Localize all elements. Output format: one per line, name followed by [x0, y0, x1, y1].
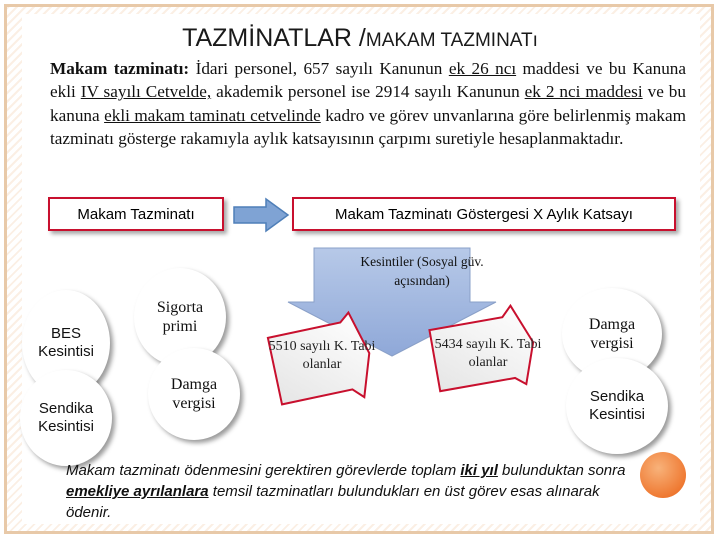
sendika-kesintisi-right-label: Sendika Kesintisi: [589, 388, 645, 423]
bes-kesintisi-label: BES Kesintisi: [38, 325, 94, 360]
definition-text: akademik personel ise 2914 sayılı Kanunun: [211, 82, 525, 102]
damga-vergisi-right-label: Damga vergisi: [588, 315, 636, 352]
footer-text: temsil tazminatları bulundukları en üst görev esas alınarak ödenir.: [66, 483, 600, 521]
formula-left-label: Makam Tazminatı: [77, 205, 195, 223]
footer-note: [66, 460, 646, 523]
sigorta-primi-label: Sigorta primi: [156, 298, 204, 335]
slide-title: [0, 24, 720, 53]
footer-text: Makam tazminatı ödenmesini gerektiren görevlerde toplam: [66, 462, 461, 479]
definition-text: kadro ve görev unvanlarına göre belirlenmiş makam tazminatı gösterge rakamıyla aylık katsayısının çarpımı suretiyle hesaplanmaktadır.: [50, 105, 687, 149]
formula-right-label: Makam Tazminatı Göstergesi X Aylık Katsayı: [335, 205, 633, 223]
definition-lead: Makam tazminatı:: [50, 59, 190, 78]
definition-underline: ek 2 nci maddesi: [524, 82, 643, 102]
formula-left-box: [48, 197, 224, 231]
footer-emphasis: iki yıl: [460, 462, 498, 479]
damga-vergisi-left-oval: [148, 348, 240, 440]
definition-underline: IV sayılı Cetvelde,: [80, 82, 212, 102]
formula-right-box: [292, 197, 676, 231]
title-sub: MAKAM TAZMINATı: [365, 30, 538, 51]
sendika-kesintisi-left-oval: [20, 370, 112, 466]
left-branch-label: 5510 sayılı K. Tabi olanlar: [268, 339, 376, 372]
footer-emphasis: emekliye ayrılanlara: [66, 483, 209, 500]
title-main: TAZMİNATLAR /: [182, 24, 366, 52]
decorative-dot-icon: [640, 452, 686, 498]
damga-vergisi-left-label: Damga vergisi: [170, 375, 218, 412]
definition-underline: ekli makam taminatı cetvelinde: [104, 105, 321, 125]
definition-paragraph: [50, 57, 686, 151]
sendika-kesintisi-right-oval: [566, 358, 668, 454]
definition-underline: ek 26 ncı: [448, 59, 517, 78]
right-branch-label: 5434 sayılı K. Tabi olanlar: [434, 337, 542, 370]
footer-text: bulunduktan sonra: [497, 462, 626, 479]
sendika-kesintisi-left-label: Sendika Kesintisi: [38, 400, 94, 435]
definition-text: İdari personel, 657 sayılı Kanunun: [189, 59, 449, 78]
deductions-label: Kesintiler (Sosyal güv. açısından): [360, 254, 484, 288]
formula-arrow-icon: [232, 197, 290, 233]
definition-text: maddesi ve bu Kanuna ekli: [50, 59, 687, 102]
definition-text: ve bu kanuna: [50, 82, 686, 125]
